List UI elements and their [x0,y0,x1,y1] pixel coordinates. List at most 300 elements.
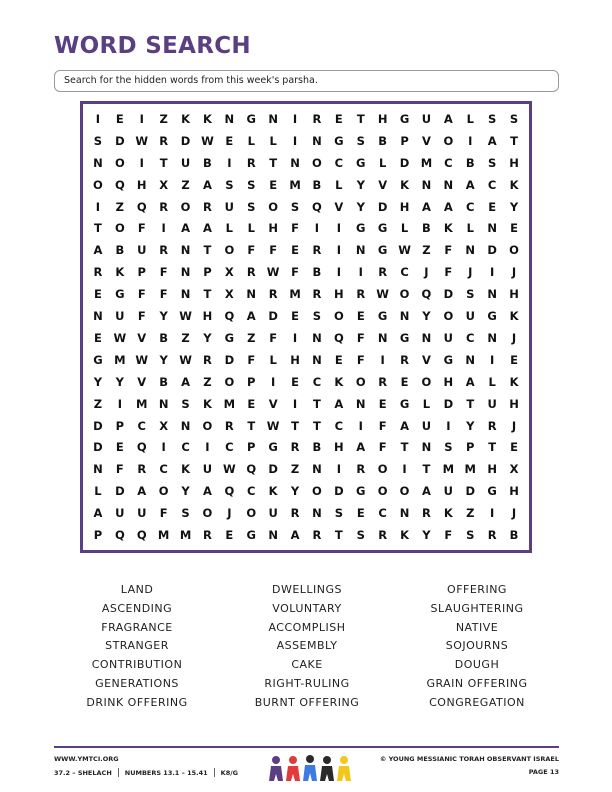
grid-letter: R [312,528,322,543]
grid-letter: G [377,243,388,258]
grid-letter: M [136,396,148,411]
grid-letter: L [488,374,496,389]
grid-letter: Q [224,484,235,499]
grid-letter: G [224,330,235,345]
grid-letter: I [336,265,341,280]
grid-letter: W [223,462,236,477]
grid-letter: O [114,221,125,236]
grid-letter: H [290,352,300,367]
grid-letter: O [158,484,169,499]
grid-letter: A [181,374,190,389]
footer-issue: 37.2 – SHELACH [54,768,112,777]
grid-letter: O [421,374,432,389]
grid-letter: Y [356,199,365,214]
grid-letter: Q [333,330,344,345]
grid-letter: N [421,330,432,345]
grid-letter: W [113,330,127,345]
footer-copyright: © YOUNG MESSIANIC TORAH OBSERVANT ISRAEL [379,755,559,763]
grid-letter: T [422,462,431,477]
grid-letter: U [487,396,497,411]
grid-letter: C [334,418,344,433]
grid-letter: Z [466,506,475,521]
grid-letter: H [334,440,344,455]
grid-letter: H [334,287,344,302]
grid-letter: P [466,440,475,455]
grid-letter: Z [159,111,168,126]
grid-letter: L [269,133,277,148]
grid-letter: G [377,309,388,324]
grid-letter: C [181,440,190,455]
grid-letter: R [378,374,388,389]
grid-letter: I [292,133,298,148]
grid-letter: O [93,177,103,192]
grid-letter: R [487,528,497,543]
grid-letter: N [355,243,366,258]
word-search-grid-frame [80,101,532,553]
grid-letter: N [180,265,191,280]
grid-letter: I [292,111,298,126]
children-logo-icon [268,752,354,782]
grid-letter: E [291,309,299,324]
grid-letter: U [443,330,454,345]
grid-letter: L [225,221,233,236]
grid-letter: E [269,177,278,192]
grid-letter: M [223,396,236,411]
grid-letter: T [159,155,168,170]
grid-letter: N [312,330,322,345]
grid-letter: E [334,352,343,367]
grid-letter: I [468,133,473,148]
grid-letter: X [224,265,234,280]
word-list-item: DRINK OFFERING [86,695,188,709]
grid-letter: I [380,352,385,367]
grid-letter: A [465,374,475,389]
word-list-item: SLAUGHTERING [430,601,524,615]
grid-letter: P [247,374,256,389]
grid-letter: I [139,111,144,126]
grid-letter: S [247,199,256,214]
grid-letter: O [355,374,366,389]
grid-letter: S [356,133,365,148]
grid-letter: I [490,506,495,521]
grid-letter: L [247,133,255,148]
grid-letter: H [202,309,213,324]
grid-letter: A [400,418,409,433]
grid-letter: O [246,506,257,521]
grid-letter: R [203,528,212,543]
grid-letter: G [399,111,410,126]
grid-letter: I [227,155,232,170]
grid-letter: B [312,177,322,192]
grid-letter: S [290,199,300,214]
grid-letter: W [135,352,149,367]
grid-letter: I [292,330,298,345]
grid-letter: R [246,155,256,170]
word-list-item: CAKE [291,658,323,672]
footer-level: K8/G [220,768,238,777]
word-list-item: GRAIN OFFERING [426,676,528,690]
grid-letter: Z [115,199,125,214]
grid-letter: K [509,374,519,389]
grid-letter: Q [136,440,147,455]
grid-letter: L [269,352,277,367]
grid-letter: L [378,155,387,170]
grid-letter: Y [356,177,365,192]
grid-letter: A [334,396,344,411]
grid-letter: I [292,396,298,411]
grid-letter: S [509,111,519,126]
grid-letter: J [468,265,473,280]
grid-letter: A [465,177,475,192]
grid-letter: F [356,330,365,345]
grid-letter: N [399,506,410,521]
grid-letter: C [137,418,146,433]
grid-letter: I [358,265,363,280]
grid-letter: N [180,287,191,302]
grid-letter: G [268,440,278,455]
grid-letter: A [421,484,431,499]
grid-letter: A [93,243,103,258]
grid-letter: S [181,396,190,411]
grid-letter: W [266,418,280,433]
grid-letter: G [487,309,497,324]
grid-letter: F [269,330,278,345]
word-list-item: CONTRIBUTION [91,658,183,672]
grid-letter: V [268,396,278,411]
grid-letter: P [93,528,103,543]
grid-letter: Z [181,177,190,192]
grid-letter: G [487,484,497,499]
grid-letter: I [446,418,451,433]
grid-letter: F [159,506,168,521]
grid-letter: J [227,506,232,521]
grid-letter: U [421,111,432,126]
grid-letter: K [181,462,190,477]
grid-letter: R [246,265,256,280]
grid-letter: R [378,528,388,543]
grid-letter: V [421,352,431,367]
grid-letter: U [137,506,147,521]
grid-letter: L [466,111,474,126]
grid-letter: C [444,155,453,170]
grid-letter: R [400,352,409,367]
footer-url: WWW.YMTCI.ORG [54,755,119,763]
grid-letter: V [334,199,344,214]
grid-letter: T [400,440,409,455]
grid-letter: S [247,177,256,192]
grid-letter: G [399,396,410,411]
grid-letter: Z [290,462,300,477]
grid-letter: S [334,506,343,521]
grid-letter: J [511,330,517,345]
grid-letter: R [312,243,322,258]
grid-letter: W [179,352,192,367]
grid-letter: N [246,287,257,302]
grid-letter: M [420,155,433,170]
grid-letter: F [291,265,299,280]
grid-letter: Z [422,243,431,258]
grid-letter: R [203,352,212,367]
grid-letter: U [465,309,475,324]
grid-letter: L [94,484,102,499]
grid-letter: D [115,133,125,148]
grid-letter: K [202,396,212,411]
grid-letter: O [443,133,454,148]
grid-letter: E [356,309,365,324]
word-list-item: ASCENDING [101,601,173,615]
grid-letter: D [115,484,125,499]
grid-letter: R [268,287,278,302]
grid-letter: A [137,484,147,499]
grid-letter: F [356,352,365,367]
grid-letter: X [159,177,169,192]
grid-letter: A [246,309,256,324]
instruction-box: Search for the hidden words from this week's parsha. [54,70,559,92]
grid-letter: C [487,177,497,192]
grid-letter: E [94,330,102,345]
grid-letter: Z [93,396,103,411]
grid-letter: N [268,528,278,543]
grid-letter: S [466,287,475,302]
footer-separator [118,768,119,777]
grid-letter: D [465,484,476,499]
grid-letter: E [334,111,343,126]
grid-letter: W [398,243,411,258]
grid-letter: A [443,111,453,126]
grid-letter: F [378,440,387,455]
footer-meta [54,768,238,777]
footer-page-number: PAGE 13 [528,768,559,776]
grid-letter: E [378,396,387,411]
grid-letter: H [509,484,519,499]
grid-letter: Y [115,374,124,389]
grid-letter: E [247,396,256,411]
grid-letter: Q [114,177,125,192]
grid-letter: Q [114,528,125,543]
grid-letter: N [399,309,410,324]
grid-letter: U [180,155,191,170]
grid-letter: U [115,309,125,324]
grid-letter: S [225,177,234,192]
grid-letter: O [224,243,235,258]
grid-letter: M [464,462,476,477]
grid-letter: E [356,506,365,521]
grid-letter: C [378,506,387,521]
grid-letter: E [115,111,124,126]
grid-letter: E [510,221,518,236]
grid-letter: R [137,462,147,477]
grid-letter: S [487,111,497,126]
grid-letter: N [355,396,366,411]
grid-letter: S [312,309,322,324]
grid-letter: B [159,330,169,345]
page-title: WORD SEARCH [54,33,251,59]
grid-letter: X [224,287,234,302]
grid-letter: M [114,352,126,367]
grid-letter: G [334,133,344,148]
word-list-item: ACCOMPLISH [268,620,346,634]
grid-letter: C [466,330,475,345]
grid-letter: I [336,243,341,258]
grid-letter: A [421,199,431,214]
grid-letter: K [400,528,409,543]
grid-letter: N [312,462,322,477]
word-list-item: FRAGRANCE [101,620,173,634]
grid-letter: Y [159,309,168,324]
grid-letter: N [93,462,103,477]
grid-letter: Y [290,484,300,499]
grid-letter: H [443,374,454,389]
grid-letter: N [93,155,103,170]
grid-letter: Z [247,330,256,345]
grid-letter: F [115,462,124,477]
grid-letter: B [203,155,212,170]
grid-letter: N [421,177,432,192]
grid-letter: R [487,418,497,433]
grid-letter: A [443,199,453,214]
grid-letter: J [424,265,429,280]
grid-letter: K [181,111,190,126]
grid-letter: T [313,418,321,433]
grid-letter: O [224,374,235,389]
grid-letter: F [247,352,256,367]
grid-letter: S [466,528,475,543]
grid-letter: T [247,418,256,433]
grid-letter: O [399,287,410,302]
grid-letter: N [93,309,103,324]
grid-letter: U [137,243,147,258]
grid-letter: Z [181,330,190,345]
grid-letter: D [224,352,235,367]
grid-letter: D [487,243,497,258]
word-list-item: BURNT OFFERING [254,695,360,709]
grid-letter: E [225,133,234,148]
word-search-grid [87,108,525,546]
grid-letter: R [203,199,212,214]
grid-letter: G [246,111,256,126]
grid-letter: O [399,484,410,499]
grid-letter: R [159,199,169,214]
grid-letter: X [159,418,169,433]
grid-letter: E [291,374,299,389]
grid-letter: G [115,287,125,302]
grid-letter: N [290,155,300,170]
grid-letter: F [269,243,278,258]
grid-letter: O [114,155,125,170]
grid-letter: T [94,221,102,236]
grid-letter: A [487,133,497,148]
grid-letter: A [202,221,212,236]
grid-letter: Q [224,309,235,324]
grid-letter: I [358,418,363,433]
grid-letter: N [443,177,454,192]
grid-letter: E [225,528,234,543]
grid-letter: R [356,462,366,477]
word-list-item: ASSEMBLY [276,639,338,653]
word-list-item: RIGHT-RULING [264,676,350,690]
grid-letter: N [421,440,432,455]
grid-letter: F [137,221,146,236]
grid-letter: B [159,374,169,389]
grid-letter: W [135,133,149,148]
grid-letter: D [268,462,278,477]
grid-letter: O [268,199,279,214]
grid-letter: Q [246,462,257,477]
grid-letter: Y [93,374,103,389]
grid-letter: F [378,418,387,433]
grid-letter: I [402,462,407,477]
grid-letter: N [180,418,191,433]
word-list-item: STRANGER [105,639,169,653]
grid-letter: I [271,374,276,389]
grid-letter: L [400,221,409,236]
grid-letter: G [356,484,366,499]
grid-letter: I [490,265,495,280]
grid-letter: V [137,374,147,389]
grid-letter: A [290,528,300,543]
grid-letter: G [356,221,366,236]
grid-letter: Q [136,199,147,214]
word-list-item: DWELLINGS [271,583,343,596]
grid-letter: D [268,309,278,324]
grid-letter: C [247,484,256,499]
grid-letter: Y [203,330,212,345]
grid-letter: Y [159,352,168,367]
grid-letter: V [137,330,147,345]
grid-letter: K [400,177,409,192]
grid-letter: M [289,287,301,302]
grid-letter: R [93,265,103,280]
grid-letter: Y [422,528,431,543]
word-list-item: GENERATIONS [95,676,179,690]
grid-letter: C [334,155,344,170]
grid-letter: I [161,221,166,236]
grid-letter: O [202,506,213,521]
grid-letter: I [117,396,122,411]
grid-letter: X [509,462,519,477]
grid-letter: K [202,111,212,126]
word-list [52,583,562,715]
grid-letter: T [356,111,365,126]
grid-letter: B [312,265,322,280]
word-list-item: OFFERING [447,583,507,596]
grid-letter: W [376,287,389,302]
grid-letter: G [399,330,410,345]
grid-letter: Y [422,309,431,324]
word-list-item: LAND [120,583,154,596]
grid-letter: R [312,111,322,126]
grid-letter: Z [203,374,212,389]
grid-letter: I [95,111,101,126]
grid-letter: D [377,199,388,214]
grid-letter: P [400,133,409,148]
grid-letter: W [266,265,280,280]
grid-letter: O [509,243,519,258]
grid-letter: E [291,243,299,258]
grid-letter: R [290,440,300,455]
grid-letter: U [202,462,213,477]
grid-letter: F [137,309,146,324]
grid-letter: K [115,265,125,280]
grid-letter: U [443,484,454,499]
grid-letter: G [93,352,103,367]
grid-letter: O [312,484,322,499]
grid-letter: A [202,484,212,499]
grid-letter: A [202,177,212,192]
grid-letter: H [268,221,278,236]
grid-letter: H [136,177,147,192]
grid-letter: G [377,221,388,236]
